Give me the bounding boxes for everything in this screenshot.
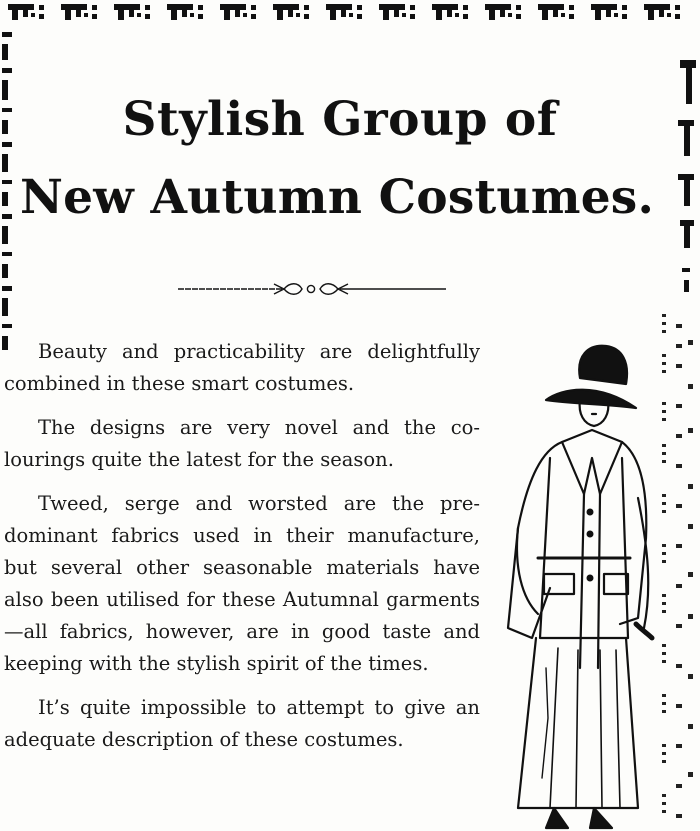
decorative-border-top <box>8 0 700 24</box>
headline-line-2: New Autumn Costumes. <box>20 170 655 225</box>
woman-in-autumn-costume-illustration <box>488 338 656 831</box>
article-body <box>4 336 480 768</box>
decorative-border-left <box>0 24 14 354</box>
headline-line-1: Stylish Group of <box>122 92 558 147</box>
scroll-divider-icon <box>178 279 446 299</box>
paragraph-2: The designs are very novel and the colourings quite the latest for the season. <box>4 416 480 471</box>
paragraph-1: Beauty and practicability are delightfully combined in these smart costumes. <box>4 340 480 395</box>
paragraph-3: Tweed, serge and worsted are the predominant fabrics used in their manufacture, but several other seasonable materials have also been utilised for these Autumnal garments—all fabrics, however, are in good taste and keeping with the stylish spirit of the times. <box>4 492 480 675</box>
paragraph-4: It’s quite impossible to attempt to give an adequate description of these costumes. <box>4 696 480 751</box>
